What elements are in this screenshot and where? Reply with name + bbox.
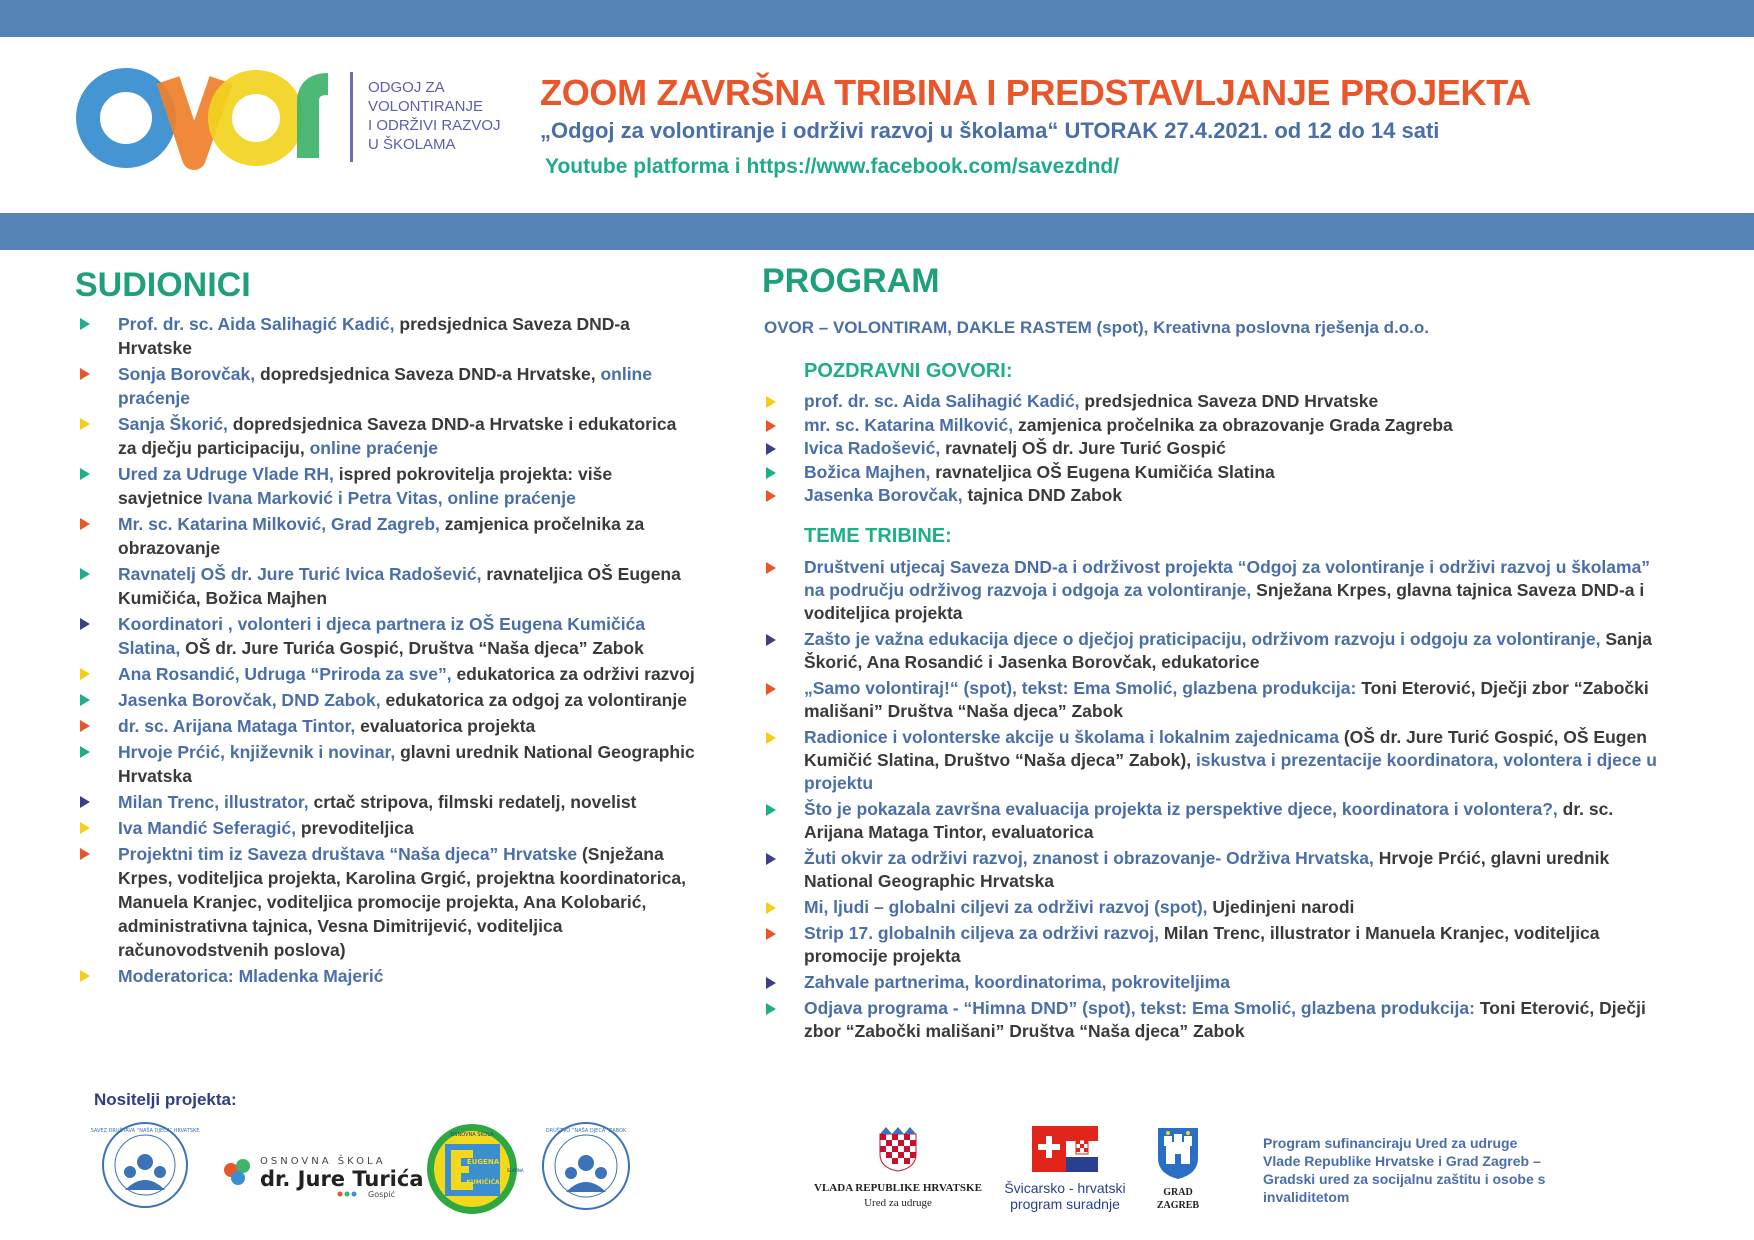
item-highlight-2: iskustva i prezentacije koordinatora, volontera i djece u projektu [804, 750, 1657, 793]
bullet-arrow-icon [766, 634, 776, 646]
tema-item [762, 677, 1662, 723]
tagline-line: ODGOJ ZA [368, 79, 445, 96]
savez-dnd-logo [90, 1120, 200, 1210]
sudionik-item [76, 512, 696, 560]
bullet-arrow-icon [80, 746, 90, 758]
item-highlight: Žuti okvir za održivi razvoj, znanost i obrazovanje- Održiva Hrvatska, [804, 848, 1374, 868]
item-detail: dopredsjednica Saveza DND-a Hrvatske, [260, 364, 596, 384]
item-detail: evaluatorica projekta [360, 716, 536, 736]
nositelji-label: Nositelji projekta: [94, 1090, 237, 1109]
item-detail: Ujedinjeni narodi [1212, 897, 1355, 917]
item-highlight: Ivica Radošević, [804, 438, 941, 458]
item-highlight-2: online praćenje [118, 364, 652, 408]
zagreb-caption [1148, 1186, 1208, 1212]
sponsor-line: Gradski ured za socijalnu zaštitu i osobe s [1263, 1171, 1546, 1187]
page-title: ZOOM ZAVRŠNA TRIBINA I PREDSTAVLJANJE PROJEKTA [540, 72, 1531, 113]
logo-tagline [368, 78, 518, 154]
item-highlight: „Samo volontiraj!“ (spot), tekst: Ema Smolić, glazbena produkcija: [804, 678, 1357, 698]
swiss-caption-2: program suradnje [1010, 1196, 1120, 1212]
item-highlight: Ravnatelj OŠ dr. Jure Turić Ivica Radošević, [118, 564, 482, 584]
tagline-line: VOLONTIRANJE [368, 98, 484, 115]
item-detail: OŠ dr. Jure Turića Gospić, Društva “Naša djeca” Zabok [185, 638, 644, 658]
zagreb-coat-of-arms-icon [1156, 1126, 1200, 1180]
logo-divider [350, 72, 353, 162]
tema-item [762, 971, 1662, 994]
os-jure-turica-logo [218, 1150, 424, 1200]
teme-list [762, 556, 1662, 1046]
sudionik-item [76, 462, 696, 510]
item-highlight: Jasenka Borovčak, [804, 485, 963, 505]
bullet-arrow-icon [80, 368, 90, 380]
item-highlight: Milan Trenc, illustrator, [118, 792, 309, 812]
item-highlight: Zahvale partnerima, koordinatorima, pokroviteljima [804, 972, 1230, 992]
item-highlight: Radionice i volonterske akcije u školama i lokalnim zajednicama [804, 727, 1339, 747]
pozdravni-item [762, 484, 1662, 508]
item-highlight: Iva Mandić Seferagić, [118, 818, 296, 838]
zagreb-caption-1: GRAD [1163, 1187, 1193, 1198]
item-detail: predsjednica Saveza DND-a Hrvatske [118, 314, 630, 358]
bullet-arrow-icon [80, 468, 90, 480]
sudionik-item [76, 662, 696, 686]
tema-item [762, 922, 1662, 968]
teme-heading: TEME TRIBINE: [804, 525, 952, 547]
vlada-rh-logo [808, 1126, 988, 1216]
bullet-arrow-icon [766, 853, 776, 865]
bullet-arrow-icon [766, 443, 776, 455]
tema-item [762, 896, 1662, 919]
item-highlight: Ana Rosandić, Udruga “Priroda za sve”, [118, 664, 452, 684]
item-detail: crtač stripova, filmski redatelj, novelist [313, 792, 637, 812]
savez-ring-text: SAVEZ DRUŠTAVA “NAŠA DJECA” HRVATSKE [90, 1128, 200, 1134]
sudionik-item [76, 412, 696, 460]
item-highlight: Zašto je važna edukacija djece o dječjoj praticipaciju, održivom razvoju i odgoju za volontiranje, [804, 629, 1601, 649]
bullet-arrow-icon [766, 732, 776, 744]
item-highlight: Hrvoje Prćić, književnik i novinar, [118, 742, 396, 762]
item-detail: edukatorica za održivi razvoj [456, 664, 695, 684]
bullet-arrow-icon [766, 467, 776, 479]
item-detail: ravnateljica OŠ Eugena Kumičića, Božica Majhen [118, 564, 681, 608]
grad-zagreb-logo [1148, 1126, 1208, 1221]
sudionik-item [76, 714, 696, 738]
item-highlight: dr. sc. Arijana Mataga Tintor, [118, 716, 356, 736]
item-highlight-2: Ivana Marković i Petra Vitas, online praćenje [207, 488, 576, 508]
divider-band [0, 213, 1754, 250]
os-kumicic-logo [425, 1122, 524, 1217]
sudionici-list [76, 312, 696, 990]
tema-item [762, 556, 1662, 625]
item-highlight: Projektni tim iz Saveza društava “Naša djeca” Hrvatske [118, 844, 578, 864]
item-detail: glavni urednik National Geographic Hrvatska [118, 742, 695, 786]
kumicic-top-text: OSNOVNA ŠKOLA [450, 1132, 494, 1138]
item-highlight: Jasenka Borovčak, DND Zabok, [118, 690, 381, 710]
sudionik-item [76, 688, 696, 712]
item-highlight: Sonja Borovčak, [118, 364, 256, 384]
item-highlight: mr. sc. Katarina Milković, [804, 414, 1014, 435]
item-highlight: Strip 17. globalnih ciljeva za održivi razvoj, [804, 923, 1159, 943]
bullet-arrow-icon [80, 694, 90, 706]
item-detail: (Snježana Krpes, voditeljica projekta, Karolina Grgić, projektna koordinatorica, Manuela Kranjec, voditeljica promocije projekta, Ana Kolobarić, administrativna tajnica, Vesna Dimitrijević, voditeljica računovodstvenih poslova) [118, 844, 686, 960]
school-town-text: Gospić [368, 1190, 395, 1199]
drustvo-ring-text: DRUŠTVO “NAŠA DJECA” ZABOK [545, 1128, 627, 1134]
vlada-caption-2: Ured za udruge [864, 1197, 932, 1209]
bullet-arrow-icon [766, 396, 776, 408]
item-highlight: Ured za Udruge Vlade RH, [118, 464, 334, 484]
bullet-arrow-icon [80, 822, 90, 834]
bullet-arrow-icon [766, 804, 776, 816]
item-detail: Milan Trenc, illustrator i Manuela Kranjec, voditeljica promocije projekta [804, 923, 1600, 966]
tema-item [762, 997, 1662, 1043]
item-detail: (OŠ dr. Jure Turić Gospić, OŠ Eugen Kumičić Slatina, Društvo “Naša djeca” Zabok), [804, 727, 1647, 770]
sudionik-item [76, 816, 696, 840]
sponsor-line: Vlade Republike Hrvatske i Grad Zagreb – [1263, 1153, 1541, 1169]
croatian-coat-of-arms-icon [878, 1126, 918, 1172]
bullet-arrow-icon [80, 848, 90, 860]
item-detail: Snježana Krpes, glavna tajnica Saveza DND-a i voditeljica projekta [804, 580, 1645, 623]
swiss-croatian-logo [1000, 1126, 1130, 1221]
item-detail: dr. sc. Arijana Mataga Tintor, evaluatorica [804, 799, 1614, 842]
pozdravni-item [762, 390, 1662, 414]
item-detail: predsjednica Saveza DND Hrvatske [1084, 391, 1379, 411]
bullet-arrow-icon [766, 562, 776, 574]
top-band [0, 0, 1754, 37]
kumicic-l1-text: EUGENA [466, 1158, 500, 1166]
item-highlight: Prof. dr. sc. Aida Salihagić Kadić, [118, 314, 395, 334]
item-detail: zamjenica pročelnika za obrazovanje Grada Zagreba [1018, 414, 1453, 435]
item-highlight: Mr. sc. Katarina Milković, Grad Zagreb, [118, 514, 440, 534]
item-detail: Toni Eterović, Dječji zbor “Zabočki mališani” Društva “Naša djeca” Zabok [804, 678, 1649, 721]
tema-item [762, 726, 1662, 795]
program-heading: PROGRAM [762, 262, 940, 300]
sponsor-note [1263, 1134, 1593, 1206]
sponsor-line: invaliditetom [1263, 1189, 1350, 1205]
bullet-arrow-icon [766, 1003, 776, 1015]
page-subtitle: „Odgoj za volontiranje i održivi razvoj u školama“ UTORAK 27.4.2021. od 12 do 14 sati [540, 118, 1440, 143]
bullet-arrow-icon [80, 970, 90, 982]
pozdravni-item [762, 414, 1662, 438]
item-highlight: Moderatorica: Mladenka Majerić [118, 966, 384, 986]
swiss-caption-1: Švicarsko - hrvatski [1004, 1180, 1126, 1196]
sudionik-item [76, 790, 696, 814]
item-detail: ravnatelj OŠ dr. Jure Turić Gospić [945, 438, 1226, 458]
item-detail: dopredsjednica Saveza DND-a Hrvatske i edukatorica za dječju participaciju, [118, 414, 677, 458]
bullet-arrow-icon [80, 518, 90, 530]
bullet-arrow-icon [766, 902, 776, 914]
bullet-arrow-icon [80, 668, 90, 680]
sudionici-heading: SUDIONICI [75, 266, 251, 304]
vlada-caption-1: VLADA REPUBLIKE HRVATSKE [814, 1182, 982, 1194]
item-highlight: Odjava programa - “Himna DND” (spot), tekst: Ema Smolić, glazbena produkcija: [804, 998, 1475, 1018]
item-highlight-2: online praćenje [309, 438, 438, 458]
sudionik-item [76, 842, 696, 962]
pozdravni-item [762, 461, 1662, 485]
tema-item [762, 628, 1662, 674]
sudionik-item [76, 964, 696, 988]
sudionik-item [76, 612, 696, 660]
tagline-line: U ŠKOLAMA [368, 136, 456, 153]
bullet-arrow-icon [766, 977, 776, 989]
bullet-arrow-icon [766, 683, 776, 695]
ovor-wordmark-icon [76, 62, 336, 172]
program-intro: OVOR – VOLONTIRAM, DAKLE RASTEM (spot), Kreativna poslovna rješenja d.o.o. [764, 318, 1429, 337]
item-highlight: Društveni utjecaj Saveza DND-a i održivost projekta “Odgoj za volontiranje i održivi razvoj u školama” na području održivog razvoja i odgoja za volontiranje, [804, 557, 1651, 600]
ovor-logo [76, 62, 336, 172]
item-highlight: prof. dr. sc. Aida Salihagić Kadić, [804, 391, 1080, 411]
sudionik-item [76, 362, 696, 410]
swiss-croatian-flags-icon [1032, 1126, 1098, 1172]
item-detail: tajnica DND Zabok [967, 485, 1123, 505]
item-detail: Toni Eterović, Dječji zbor “Zabočki mališani” Društva “Naša djeca” Zabok [804, 998, 1646, 1041]
sudionik-item [76, 740, 696, 788]
pozdravni-heading: POZDRAVNI GOVORI: [804, 360, 1013, 382]
bullet-arrow-icon [80, 720, 90, 732]
sponsor-line: Program sufinanciraju Ured za udruge [1263, 1135, 1518, 1151]
tema-item [762, 798, 1662, 844]
sudionik-item [76, 312, 696, 360]
bullet-arrow-icon [80, 318, 90, 330]
item-detail: zamjenica pročelnika za obrazovanje [118, 514, 645, 558]
platform-link[interactable]: Youtube platforma i https://www.facebook.com/savezdnd/ [545, 155, 1120, 178]
item-highlight: Koordinatori , volonteri i djeca partnera iz OŠ Eugena Kumičića Slatina, [118, 614, 646, 658]
bullet-arrow-icon [766, 420, 776, 432]
school-top-text: OSNOVNA ŠKOLA [260, 1156, 386, 1167]
item-detail: ravnateljica OŠ Eugena Kumičića Slatina [935, 461, 1275, 482]
item-highlight: Što je pokazala završna evaluacija projekta iz perspektive djece, koordinatora i volontera?, [804, 799, 1558, 819]
item-detail: edukatorica za odgoj za volontiranje [385, 690, 687, 710]
item-highlight: Božica Majhen, [804, 461, 931, 482]
item-detail: Hrvoje Prćić, glavni urednik National Geographic Hrvatska [804, 848, 1610, 891]
item-highlight: Sanja Škorić, [118, 414, 228, 434]
school-name-text: dr. Jure Turića [260, 1167, 424, 1191]
bullet-arrow-icon [80, 796, 90, 808]
bullet-arrow-icon [80, 568, 90, 580]
tagline-line: I ODRŽIVI RAZVOJ [368, 117, 501, 134]
bullet-arrow-icon [766, 490, 776, 502]
item-detail: Sanja Škorić, Ana Rosandić i Jasenka Borovčak, edukatorice [804, 629, 1653, 672]
item-highlight: Mi, ljudi – globalni ciljevi za održivi razvoj (spot), [804, 897, 1208, 917]
bullet-arrow-icon [80, 418, 90, 430]
bullet-arrow-icon [766, 928, 776, 940]
kumicic-l2-text: KUMIČIĆA [466, 1179, 500, 1186]
kumicic-side-text: SLATINA [507, 1168, 524, 1173]
pozdravni-item [762, 437, 1662, 461]
item-detail: prevoditeljica [300, 818, 414, 838]
sudionik-item [76, 562, 696, 610]
zagreb-caption-2: ZAGREB [1156, 1200, 1200, 1211]
item-detail: ispred pokrovitelja projekta: više savjetnice [118, 464, 613, 508]
tema-item [762, 847, 1662, 893]
dnd-zabok-logo [540, 1120, 632, 1212]
pozdravni-list [762, 390, 1662, 508]
bullet-arrow-icon [80, 618, 90, 630]
